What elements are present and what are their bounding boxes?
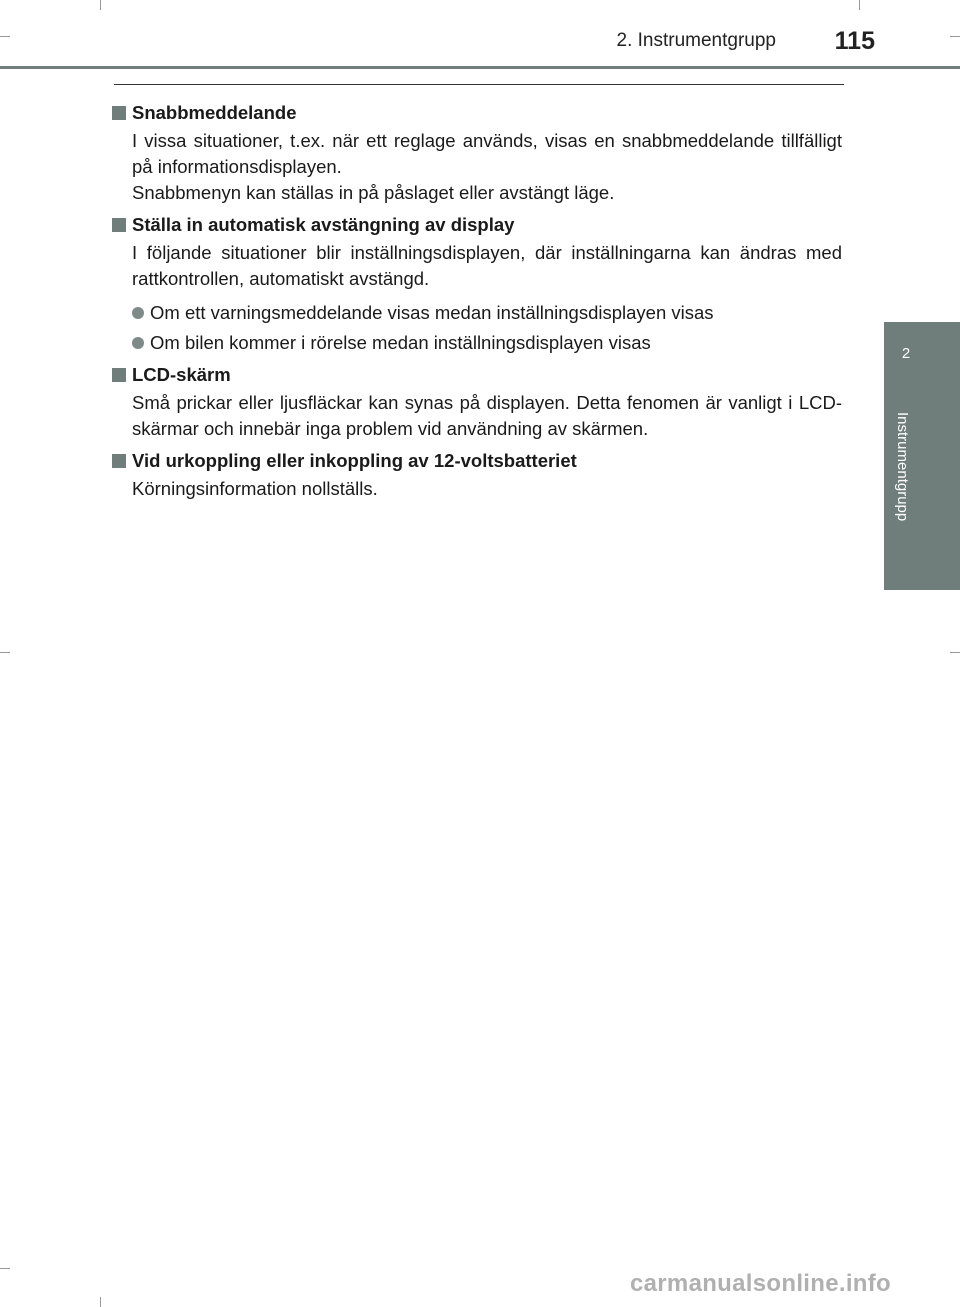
crop-mark [0, 36, 10, 37]
crop-mark [100, 1297, 101, 1307]
section-heading: Ställa in automatisk avstängning av display [132, 214, 515, 235]
list-item-text: Om bilen kommer i rörelse medan inställningsdisplayen visas [150, 332, 651, 353]
page-content [112, 94, 842, 502]
section-auto-display-off [112, 212, 842, 356]
list-item-text: Om ett varningsmeddelande visas medan inställningsdisplayen visas [150, 302, 714, 323]
paragraph: Små prickar eller ljusfläckar kan synas på displayen. Detta fenomen är vanligt i LCD-skärmar och innebär inga problem vid användning av skärmen. [132, 392, 842, 439]
list-item [132, 330, 842, 356]
header-rule [0, 66, 960, 69]
crop-mark [950, 652, 960, 653]
square-bullet-icon [112, 368, 126, 382]
paragraph: I vissa situationer, t.ex. när ett reglage används, visas en snabbmeddelande tillfälligt på informationsdisplayen. [132, 130, 842, 177]
chapter-number: 2 [901, 345, 911, 362]
paragraph: Snabbmenyn kan ställas in på påslaget eller avstängt läge. [132, 182, 615, 203]
crop-mark [859, 0, 860, 10]
content-top-rule [114, 84, 844, 85]
section-heading: Vid urkoppling eller inkoppling av 12-voltsbatteriet [132, 450, 577, 471]
section-snabbmeddelande [112, 100, 842, 206]
section-heading: LCD-skärm [132, 364, 231, 385]
circle-bullet-icon [132, 307, 144, 319]
watermark-text: carmanualsonline.info [630, 1270, 892, 1297]
chapter-label: Instrumentgrupp [894, 412, 911, 522]
crop-mark [100, 0, 101, 10]
crop-mark [0, 1268, 10, 1269]
section-battery-reconnect [112, 448, 842, 502]
square-bullet-icon [112, 218, 126, 232]
crop-mark [950, 36, 960, 37]
circle-bullet-icon [132, 337, 144, 349]
header-section-title: 2. Instrumentgrupp [616, 30, 776, 51]
square-bullet-icon [112, 106, 126, 120]
page-number: 115 [834, 27, 875, 55]
section-heading: Snabbmeddelande [132, 102, 297, 123]
paragraph: I följande situationer blir inställningsdisplayen, där inställningarna kan ändras med rattkontrollen, automatiskt avstängd. [132, 242, 842, 289]
section-lcd-skarm [112, 362, 842, 442]
list-item [132, 300, 842, 326]
crop-mark [0, 652, 10, 653]
square-bullet-icon [112, 454, 126, 468]
paragraph: Körningsinformation nollställs. [132, 478, 378, 499]
